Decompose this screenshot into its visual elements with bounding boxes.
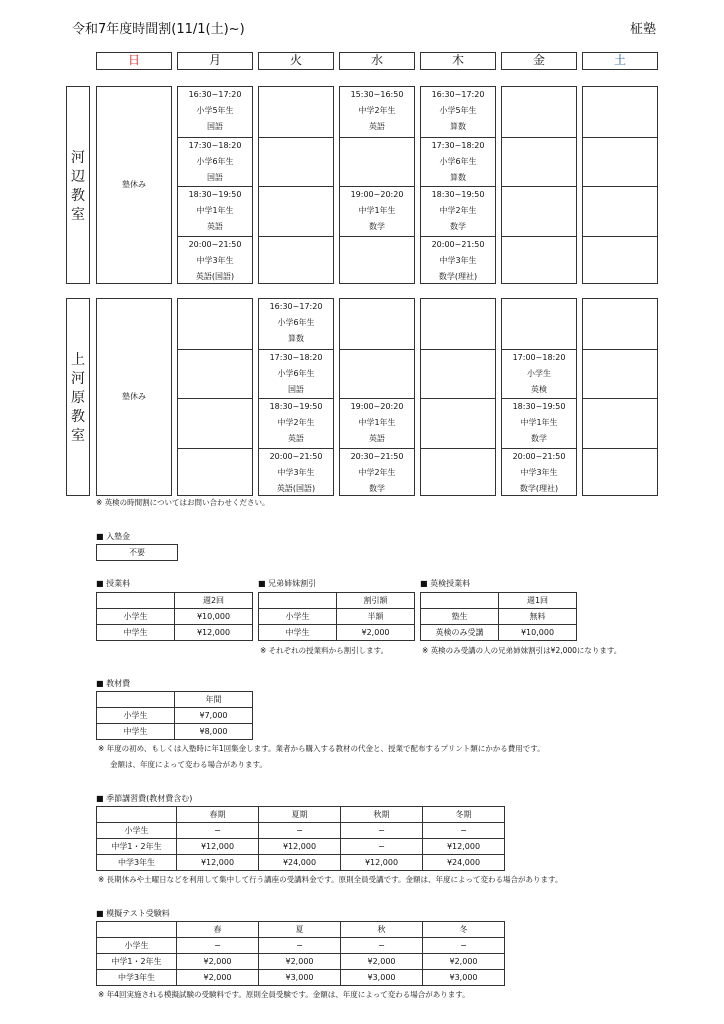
slot-time [583,350,657,366]
slot-time [340,299,414,315]
mock-note: ※ 年4回実施される模擬試験の受験料です。原則全員受験です。金額は、年度によって変わる場合があります。 [98,990,470,999]
slot-grade [259,154,333,170]
class-slot [583,87,657,136]
materials-note-1: ※ 年度の初め、もしくは入塾時に年1回集金します。業者から購入する教材の代金と、授業で配布するプリント類にかかる費用です。 [98,744,545,753]
slot-subject [502,219,576,235]
slot-subject [583,269,657,285]
class-slot [583,299,657,348]
slot-subject [340,331,414,347]
slot-grade: 中学3年生 [277,467,315,477]
slot-grade: 小学5年生 [196,106,234,115]
seasonal-table [96,806,505,871]
tuition-label: ■ 授業料 [96,579,131,588]
slot-subject: 英語 [369,122,385,131]
seasonal-label: ■ 季節講習費(教材費含む) [96,794,193,803]
slot-grade: 中学1年生 [358,418,396,427]
slot-time: 15:30~16:50 [350,90,404,99]
slot-subject [583,481,657,497]
day-monday: 月 [177,52,253,70]
class-slot [502,299,576,348]
slot-time [340,237,414,253]
slot-subject: 数学 [531,434,547,443]
slot-grade [421,465,495,481]
slot-grade [421,415,495,431]
table-row: 割引額 [259,593,415,609]
day-thursday: 木 [420,52,496,70]
day-column [501,298,577,496]
day-column [420,86,496,284]
slot-grade [583,103,657,119]
slot-time [583,138,657,154]
class-slot [259,236,333,286]
slot-grade [583,315,657,331]
slot-time: 19:00~20:20 [350,402,404,411]
slot-time: 18:30~19:50 [269,402,323,411]
slot-time: 17:30~18:20 [188,140,242,150]
slot-subject: 英語(国語) [195,271,235,281]
slot-subject [421,382,495,398]
slot-subject [340,269,414,285]
schedule-note: ※ 英検の時間割についてはお問い合わせください。 [96,498,270,507]
slot-grade [259,203,333,219]
slot-grade: 中学3年生 [520,467,558,477]
slot-time: 20:00~21:50 [269,451,323,461]
slot-grade: 小学生 [527,368,551,378]
class-slot [583,349,657,399]
slot-grade [502,103,576,119]
slot-subject [178,431,252,447]
page-title: 令和7年度時間割(11/1(土)~) [72,22,245,37]
slot-subject: 数学(理社) [438,271,478,281]
closed-label: 塾休み [122,392,146,401]
slot-subject [421,481,495,497]
table-row: 小学生 ¥10,000 [97,609,253,625]
room-label [66,86,90,284]
slot-time: 17:00~18:20 [512,352,566,362]
slot-subject: 国語 [288,384,304,394]
slot-time: 20:00~21:50 [512,451,566,461]
school-name: 柾塾 [630,22,657,37]
slot-time [340,350,414,366]
slot-subject: 国語 [207,172,223,182]
slot-subject: 英検 [531,384,547,394]
slot-subject [502,170,576,186]
slot-grade [421,315,495,331]
slot-grade: 中学1年生 [196,206,234,215]
day-wednesday: 水 [339,52,415,70]
slot-grade [502,154,576,170]
slot-time [583,399,657,415]
slot-time [583,449,657,465]
day-tuesday: 火 [258,52,334,70]
table-row: 年間 [97,692,253,708]
table-row: 小学生 半額 [259,609,415,625]
slot-time [259,237,333,253]
slot-grade: 中学1年生 [358,206,396,215]
class-slot [340,186,414,236]
class-slot [421,87,495,136]
seasonal-note: ※ 長期休みや土曜日などを利用して集中して行う講座の受講料金です。原則全員受講です。金額は、年度によって変わる場合があります。 [98,875,563,884]
slot-grade [340,154,414,170]
slot-grade [259,103,333,119]
slot-time [502,237,576,253]
day-column [177,86,253,284]
sibling-table [258,592,415,641]
slot-grade [583,415,657,431]
sibling-label: ■ 兄弟姉妹割引 [258,579,317,588]
slot-grade: 小学6年生 [196,156,234,166]
slot-subject: 算数 [450,172,466,182]
slot-time [259,138,333,154]
room-label-char: 河 [71,371,85,387]
slot-grade [340,253,414,269]
slot-subject: 国語 [207,122,223,131]
tuition-table [96,592,253,641]
slot-grade [583,253,657,269]
slot-subject [583,382,657,398]
class-slot [421,236,495,286]
slot-time [502,299,576,315]
slot-grade [259,253,333,269]
room-label [66,298,90,496]
sunday-column [96,86,172,284]
day-saturday: 土 [582,52,658,70]
class-slot [340,236,414,286]
mock-table [96,921,505,986]
slot-subject: 数学 [369,483,385,493]
class-slot [259,349,333,399]
slot-subject [259,219,333,235]
room-label-char: 教 [71,188,85,204]
slot-subject [421,431,495,447]
slot-time: 18:30~19:50 [512,402,566,411]
class-slot [340,398,414,448]
room-label-char: 河 [71,150,85,166]
class-slot [340,87,414,136]
slot-subject [178,382,252,398]
slot-subject [259,269,333,285]
class-slot [259,299,333,348]
materials-note-2: 金額は、年度によって変わる場合があります。 [110,760,267,769]
slot-grade: 小学6年生 [277,318,315,327]
table-row: 中学生 ¥8,000 [97,724,253,740]
slot-subject [502,269,576,285]
class-slot [421,448,495,498]
table-row: 英検のみ受講 ¥10,000 [421,625,577,641]
mock-label: ■ 模擬テスト受験料 [96,909,170,918]
class-slot [583,398,657,448]
class-slot [259,137,333,187]
slot-subject: 数学(理社) [519,483,559,493]
slot-subject: 英語 [369,434,385,443]
class-slot [259,186,333,236]
slot-time [583,299,657,315]
class-slot [340,137,414,187]
table-row: 中学生 ¥2,000 [259,625,415,641]
slot-grade [583,154,657,170]
closed-label: 塾休み [122,180,146,189]
slot-subject [178,331,252,347]
slot-subject [583,119,657,135]
class-slot [421,398,495,448]
table-row: 春 夏 秋 冬 [97,922,505,938]
slot-grade [178,415,252,431]
class-slot [502,398,576,448]
slot-subject: 算数 [450,122,466,131]
day-column [258,298,334,496]
materials-table [96,691,253,740]
slot-grade [502,253,576,269]
class-slot [178,448,252,498]
slot-grade: 中学2年生 [358,106,396,115]
slot-subject: 数学 [369,222,385,231]
class-slot [583,186,657,236]
class-slot [421,137,495,187]
day-sunday: 日 [96,52,172,70]
table-row: 週2回 [97,593,253,609]
slot-time [502,187,576,203]
day-column [258,86,334,284]
slot-time [178,350,252,366]
slot-subject: 数学 [450,222,466,231]
slot-subject [502,331,576,347]
room-label-char: 教 [71,409,85,425]
class-slot [583,236,657,286]
slot-grade [583,203,657,219]
slot-subject [178,481,252,497]
class-slot [178,137,252,187]
table-row: 塾生 無料 [421,609,577,625]
slot-grade: 中学1年生 [520,418,558,427]
slot-time: 16:30~17:20 [269,302,323,311]
slot-grade: 中学2年生 [358,467,396,477]
slot-grade: 中学2年生 [439,206,477,215]
enrollment-label: ■ 入塾金 [96,532,131,541]
class-slot [178,87,252,136]
slot-grade: 小学5年生 [439,106,477,115]
slot-subject: 英語 [288,434,304,443]
slot-grade: 中学2年生 [277,418,315,427]
day-column [339,86,415,284]
slot-time: 19:00~20:20 [350,190,404,199]
class-slot [259,87,333,136]
day-friday: 金 [501,52,577,70]
slot-subject [583,331,657,347]
sibling-note: ※ それぞれの授業料から割引します。 [260,646,389,655]
table-row: 小学生 − − − − [97,823,505,839]
eiken-table [420,592,577,641]
slot-time [178,399,252,415]
slot-grade: 小学6年生 [439,156,477,166]
room-label-char: 室 [71,207,85,223]
slot-grade: 小学6年生 [277,368,315,378]
slot-time: 17:30~18:20 [431,140,485,150]
class-slot [502,349,576,399]
slot-grade [178,315,252,331]
slot-time [259,87,333,103]
slot-time [583,187,657,203]
day-column [582,86,658,284]
class-slot [178,186,252,236]
slot-time [178,449,252,465]
class-slot [421,349,495,399]
slot-grade [178,366,252,382]
slot-subject: 英語 [207,222,223,231]
eiken-note: ※ 英検のみ受講の人の兄弟姉妹割引は¥2,000になります。 [422,646,622,655]
slot-time [421,449,495,465]
sunday-column [96,298,172,496]
slot-time: 20:30~21:50 [350,451,404,461]
slot-grade: 中学3年生 [439,255,477,265]
slot-time [178,299,252,315]
table-row: 中学3年生 ¥12,000 ¥24,000 ¥12,000 ¥24,000 [97,855,505,871]
slot-time [340,138,414,154]
slot-subject: 英語(国語) [276,483,316,493]
day-column [177,298,253,496]
slot-subject [583,219,657,235]
class-slot [583,448,657,498]
table-row: 春期 夏期 秋期 冬期 [97,807,505,823]
slot-time [583,237,657,253]
class-slot [421,186,495,236]
room-label-char: 上 [71,352,85,368]
room-label-char: 辺 [71,169,85,185]
class-slot [502,236,576,286]
table-row: 中学3年生 ¥2,000 ¥3,000 ¥3,000 ¥3,000 [97,970,505,986]
slot-subject [259,119,333,135]
slot-time [421,399,495,415]
slot-time [421,299,495,315]
class-slot [178,349,252,399]
slot-subject: 算数 [288,334,304,343]
table-row: 中学1・2年生 ¥2,000 ¥2,000 ¥2,000 ¥2,000 [97,954,505,970]
day-column [501,86,577,284]
eiken-label: ■ 英検授業料 [420,579,471,588]
class-slot [421,299,495,348]
enrollment-value: 不要 [96,544,178,561]
slot-subject [259,170,333,186]
slot-grade [421,366,495,382]
table-row: 中学1・2年生 ¥12,000 ¥12,000 − ¥12,000 [97,839,505,855]
slot-time [583,87,657,103]
class-slot [340,299,414,348]
materials-label: ■ 教材費 [96,679,131,688]
slot-grade: 中学3年生 [196,255,234,265]
slot-subject [583,431,657,447]
table-row: 小学生 − − − − [97,938,505,954]
slot-subject [502,119,576,135]
slot-subject [340,170,414,186]
class-slot [583,137,657,187]
slot-time: 20:00~21:50 [188,239,242,249]
slot-time: 20:00~21:50 [431,239,485,249]
slot-time: 18:30~19:50 [188,190,242,199]
slot-grade [340,366,414,382]
day-column [339,298,415,496]
slot-time [421,350,495,366]
class-slot [340,448,414,498]
room-label-char: 原 [71,390,85,406]
class-slot [178,299,252,348]
day-column [582,298,658,496]
slot-subject [421,331,495,347]
room-label-char: 室 [71,428,85,444]
slot-time: 18:30~19:50 [431,190,485,199]
slot-time [259,187,333,203]
slot-grade [583,465,657,481]
slot-grade [502,315,576,331]
table-row: 週1回 [421,593,577,609]
class-slot [259,398,333,448]
slot-time: 17:30~18:20 [269,352,323,362]
class-slot [502,87,576,136]
slot-grade [340,315,414,331]
class-slot [259,448,333,498]
class-slot [340,349,414,399]
class-slot [178,398,252,448]
slot-grade [502,203,576,219]
class-slot [502,186,576,236]
slot-time [502,87,576,103]
table-row: 中学生 ¥12,000 [97,625,253,641]
slot-time: 16:30~17:20 [188,90,242,99]
slot-time: 16:30~17:20 [431,90,485,99]
slot-subject [583,170,657,186]
slot-grade [583,366,657,382]
class-slot [178,236,252,286]
slot-time [502,138,576,154]
class-slot [502,448,576,498]
class-slot [502,137,576,187]
slot-grade [178,465,252,481]
table-row: 小学生 ¥7,000 [97,708,253,724]
slot-subject [340,382,414,398]
day-column [420,298,496,496]
